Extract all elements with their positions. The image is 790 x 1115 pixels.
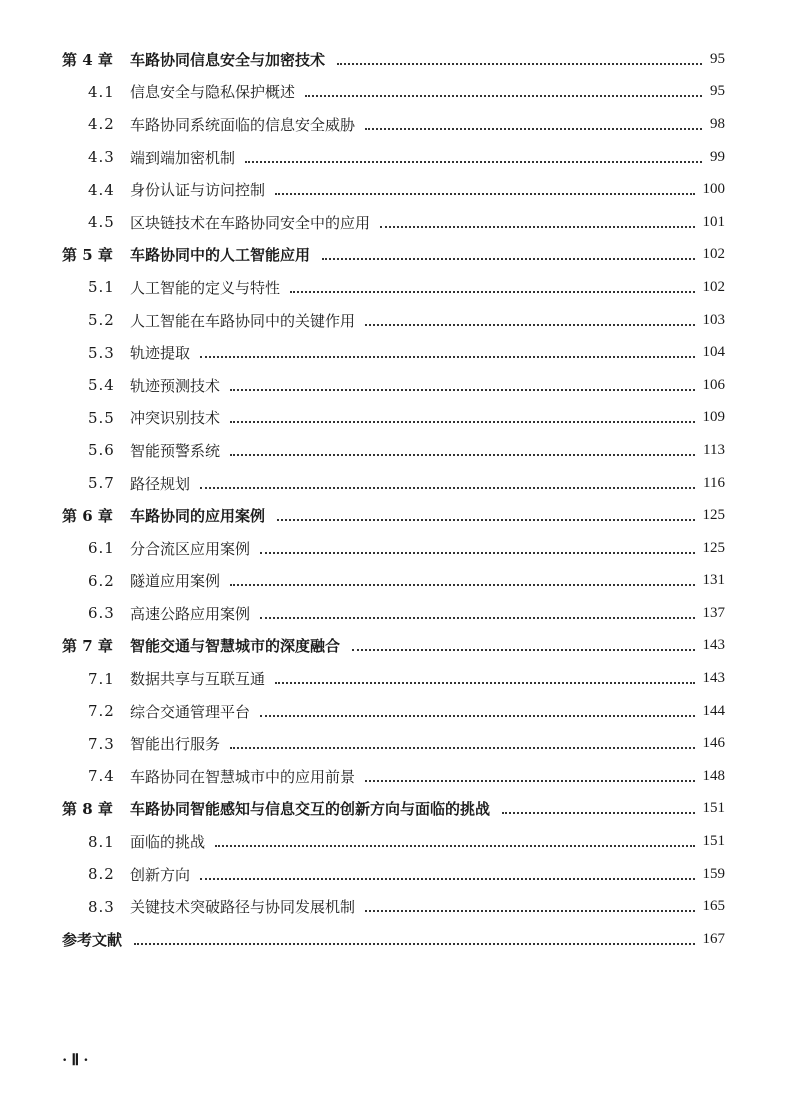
dot-leader: [290, 290, 694, 293]
toc-entry-title: 轨迹预测技术: [130, 376, 221, 395]
dot-leader: [380, 225, 694, 228]
dot-leader: [230, 746, 694, 749]
toc-entry-number: 第 6 章: [62, 507, 113, 526]
toc-entry-number: 第 5 章: [62, 246, 113, 265]
toc-entry-number: 8.3: [88, 897, 115, 916]
dot-leader: [322, 257, 694, 260]
dot-leader: [260, 551, 694, 554]
toc-entry-page: 103: [702, 311, 725, 328]
toc-entry-number: 5.5: [88, 408, 115, 427]
toc-entry-title: 车路协同在智慧城市中的应用前景: [130, 767, 356, 786]
toc-entry-page: 125: [702, 539, 725, 556]
toc-entry-title: 人工智能的定义与特性: [130, 278, 281, 297]
toc-entry-number: 4.1: [88, 82, 115, 101]
toc-entry-title: 车路协同的应用案例: [130, 507, 266, 526]
dot-leader: [215, 844, 694, 847]
toc-section-row[interactable]: [62, 173, 725, 206]
dot-leader: [337, 62, 702, 65]
toc-section-row[interactable]: [62, 369, 725, 402]
toc-section-row[interactable]: [62, 271, 725, 304]
toc-entry-title: 车路协同中的人工智能应用: [130, 246, 311, 265]
toc-entry-number: 6.2: [88, 571, 115, 590]
toc-entry-number: 5.3: [88, 343, 115, 362]
toc-entry-title: 端到端加密机制: [130, 148, 236, 167]
toc-entry-number: 5.1: [88, 278, 115, 297]
toc-section-row[interactable]: [62, 890, 725, 923]
dot-leader: [230, 388, 694, 391]
table-of-contents: [62, 43, 725, 956]
dot-leader: [352, 648, 694, 651]
toc-entry-number: 4.5: [88, 213, 115, 232]
toc-section-row[interactable]: [62, 304, 725, 337]
toc-entry-title: 数据共享与互联互通: [130, 670, 266, 689]
toc-entry-number: 5.4: [88, 376, 115, 395]
dot-leader: [275, 681, 694, 684]
toc-entry-page: 146: [702, 735, 725, 752]
toc-entry-page: 143: [702, 670, 725, 687]
toc-entry-number: 7.2: [88, 702, 115, 721]
toc-entry-page: 98: [710, 115, 725, 132]
toc-entry-title: 人工智能在车路协同中的关键作用: [130, 311, 356, 330]
toc-entry-page: 131: [702, 572, 725, 589]
dot-leader: [277, 518, 694, 521]
dot-leader: [230, 420, 694, 423]
toc-entry-title: 智能预警系统: [130, 441, 221, 460]
dot-leader: [245, 160, 702, 163]
toc-entry-title: 参考文献: [62, 930, 123, 949]
toc-entry-title: 区块链技术在车路协同安全中的应用: [130, 213, 371, 232]
toc-entry-page: 143: [702, 637, 725, 654]
toc-entry-page: 101: [702, 213, 725, 230]
toc-entry-number: 4.3: [88, 148, 115, 167]
dot-leader: [365, 127, 702, 130]
toc-entry-title: 车路协同系统面临的信息安全威胁: [130, 115, 356, 134]
dot-leader: [260, 714, 694, 717]
toc-section-row[interactable]: [62, 336, 725, 369]
dot-leader: [134, 942, 694, 945]
toc-entry-title: 车路协同信息安全与加密技术: [130, 50, 326, 69]
toc-entry-number: 5.6: [88, 441, 115, 460]
toc-entry-page: 151: [702, 800, 725, 817]
toc-section-row[interactable]: [62, 695, 725, 728]
toc-entry-page: 137: [702, 604, 725, 621]
toc-section-row[interactable]: [62, 76, 725, 109]
toc-entry-page: 148: [702, 767, 725, 784]
toc-section-row[interactable]: [62, 402, 725, 435]
toc-section-row[interactable]: [62, 206, 725, 239]
toc-section-row[interactable]: [62, 597, 725, 630]
toc-entry-number: 6.1: [88, 539, 115, 558]
toc-entry-title: 关键技术突破路径与协同发展机制: [130, 898, 356, 917]
toc-section-row[interactable]: [62, 108, 725, 141]
toc-chapter-row[interactable]: [62, 923, 725, 956]
toc-entry-title: 冲突识别技术: [130, 409, 221, 428]
toc-entry-title: 面临的挑战: [130, 833, 206, 852]
toc-entry-page: 102: [702, 278, 725, 295]
toc-section-row[interactable]: [62, 532, 725, 565]
toc-entry-title: 创新方向: [130, 865, 191, 884]
toc-entry-number: 8.1: [88, 832, 115, 851]
dot-leader: [365, 779, 694, 782]
toc-chapter-row[interactable]: [62, 239, 725, 272]
toc-entry-title: 智能交通与智慧城市的深度融合: [130, 637, 341, 656]
dot-leader: [365, 909, 694, 912]
toc-entry-number: 第 4 章: [62, 50, 113, 69]
toc-entry-page: 125: [702, 507, 725, 524]
toc-section-row[interactable]: [62, 141, 725, 174]
toc-entry-number: 7.1: [88, 669, 115, 688]
toc-entry-number: 第 7 章: [62, 637, 113, 656]
toc-entry-title: 路径规划: [130, 474, 191, 493]
toc-chapter-row[interactable]: [62, 630, 725, 663]
toc-section-row[interactable]: [62, 760, 725, 793]
toc-entry-number: 5.2: [88, 311, 115, 330]
toc-entry-title: 高速公路应用案例: [130, 604, 251, 623]
toc-section-row[interactable]: [62, 858, 725, 891]
toc-section-row[interactable]: [62, 727, 725, 760]
toc-entry-title: 身份认证与访问控制: [130, 181, 266, 200]
toc-section-row[interactable]: [62, 434, 725, 467]
toc-chapter-row[interactable]: [62, 499, 725, 532]
toc-entry-page: 102: [702, 246, 725, 263]
toc-entry-page: 99: [710, 148, 725, 165]
dot-leader: [230, 453, 695, 456]
toc-chapter-row[interactable]: [62, 43, 725, 76]
toc-entry-title: 信息安全与隐私保护概述: [130, 83, 296, 102]
toc-entry-page: 95: [710, 50, 725, 67]
toc-entry-page: 151: [702, 833, 725, 850]
toc-entry-page: 159: [702, 865, 725, 882]
toc-section-row[interactable]: [62, 467, 725, 500]
toc-section-row[interactable]: [62, 662, 725, 695]
toc-entry-page: 113: [703, 441, 725, 458]
page-number-footer: · Ⅱ ·: [62, 1052, 89, 1069]
toc-entry-title: 综合交通管理平台: [130, 702, 251, 721]
dot-leader: [230, 583, 694, 586]
toc-entry-number: 8.2: [88, 865, 115, 884]
toc-entry-number: 6.3: [88, 604, 115, 623]
toc-entry-page: 116: [703, 474, 725, 491]
dot-leader: [275, 192, 694, 195]
toc-entry-page: 144: [702, 702, 725, 719]
toc-entry-title: 分合流区应用案例: [130, 539, 251, 558]
toc-section-row[interactable]: [62, 825, 725, 858]
toc-entry-number: 7.4: [88, 767, 115, 786]
toc-entry-page: 104: [702, 344, 725, 361]
toc-entry-page: 106: [702, 376, 725, 393]
dot-leader: [200, 486, 695, 489]
toc-entry-title: 轨迹提取: [130, 344, 191, 363]
toc-entry-number: 4.4: [88, 180, 115, 199]
dot-leader: [260, 616, 694, 619]
dot-leader: [502, 811, 694, 814]
toc-entry-number: 7.3: [88, 734, 115, 753]
dot-leader: [365, 323, 694, 326]
toc-entry-title: 隧道应用案例: [130, 572, 221, 591]
toc-entry-page: 165: [702, 898, 725, 915]
toc-entry-page: 95: [710, 83, 725, 100]
toc-entry-page: 109: [702, 409, 725, 426]
dot-leader: [200, 355, 694, 358]
toc-chapter-row[interactable]: [62, 793, 725, 826]
toc-entry-title: 车路协同智能感知与信息交互的创新方向与面临的挑战: [130, 800, 491, 819]
dot-leader: [305, 94, 702, 97]
toc-entry-page: 167: [702, 930, 725, 947]
toc-entry-number: 第 8 章: [62, 800, 113, 819]
dot-leader: [200, 877, 694, 880]
toc-entry-page: 100: [702, 181, 725, 198]
toc-entry-number: 5.7: [88, 474, 115, 493]
toc-entry-title: 智能出行服务: [130, 735, 221, 754]
toc-section-row[interactable]: [62, 565, 725, 598]
toc-entry-number: 4.2: [88, 115, 115, 134]
